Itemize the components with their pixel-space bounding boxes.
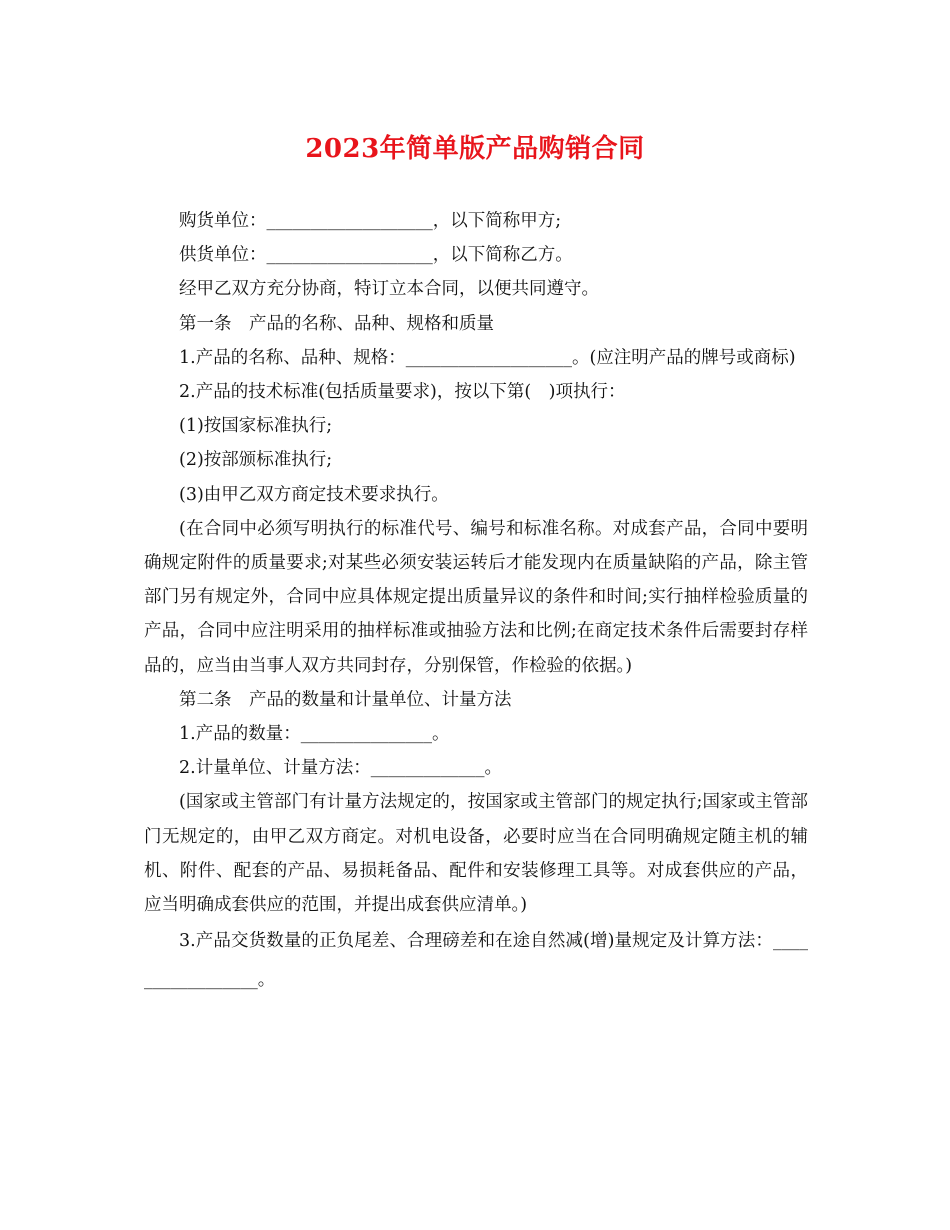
document-title: 2023年简单版产品购销合同 xyxy=(305,134,645,164)
list-item-negotiated-standard: (3)由甲乙双方商定技术要求执行。 xyxy=(179,484,449,505)
paragraph-agreement: 经甲乙双方充分协商，特订立本合同，以便共同遵守。 xyxy=(179,279,599,300)
paragraph-measurement-note: (国家或主管部门有计量方法规定的，按国家或主管部门的规定执行;国家或主管部门无规定的，由甲乙双方商定。对机电设备，必要时应当在合同明确规定随主机的辅机、附件、配套的产品、易损耗备品、配件和安装修理工具等。对成套供应的产品，应当明确成套供应的范围，并提出成套供应清单。) xyxy=(144,792,808,916)
paragraph-technical-standard: 2.产品的技术标准(包括质量要求)，按以下第( )项执行： xyxy=(179,382,626,403)
paragraph-supplier: 供货单位：___________________，以下简称乙方。 xyxy=(179,245,573,266)
article-2-heading: 第二条 产品的数量和计量单位、计量方法 xyxy=(179,689,512,710)
paragraph-quantity: 1.产品的数量：_______________。 xyxy=(179,724,450,745)
paragraph-product-name: 1.产品的名称、品种、规格：___________________。(应注明产品的牌号或商标) xyxy=(179,347,796,368)
paragraph-standard-note: (在合同中必须写明执行的标准代号、编号和标准名称。对成套产品，合同中要明确规定附件的质量要求;对某些必须安装运转后才能发现内在质量缺陷的产品，除主管部门另有规定外，合同中应具体规定提出质量异议的条件和时间;实行抽样检验质量的产品，合同中应注明采用的抽样标准或抽验方法和比例;在商定技术条件后需要封存样品的，应当由当事人双方共同封存，分别保管，作检验的依据。) xyxy=(144,518,808,676)
paragraph-measurement-unit: 2.计量单位、计量方法：_____________。 xyxy=(179,758,502,779)
list-item-ministry-standard: (2)按部颁标准执行; xyxy=(179,450,333,471)
paragraph-delivery-tolerance: 3.产品交货数量的正负尾差、合理磅差和在途自然减(增)量规定及计算方法：_________________。 xyxy=(144,931,808,991)
list-item-national-standard: (1)按国家标准执行; xyxy=(179,416,333,437)
document-body xyxy=(144,204,808,1000)
paragraph-buyer: 购货单位：___________________，以下简称甲方; xyxy=(179,211,562,231)
article-1-heading: 第一条 产品的名称、品种、规格和质量 xyxy=(179,313,494,334)
